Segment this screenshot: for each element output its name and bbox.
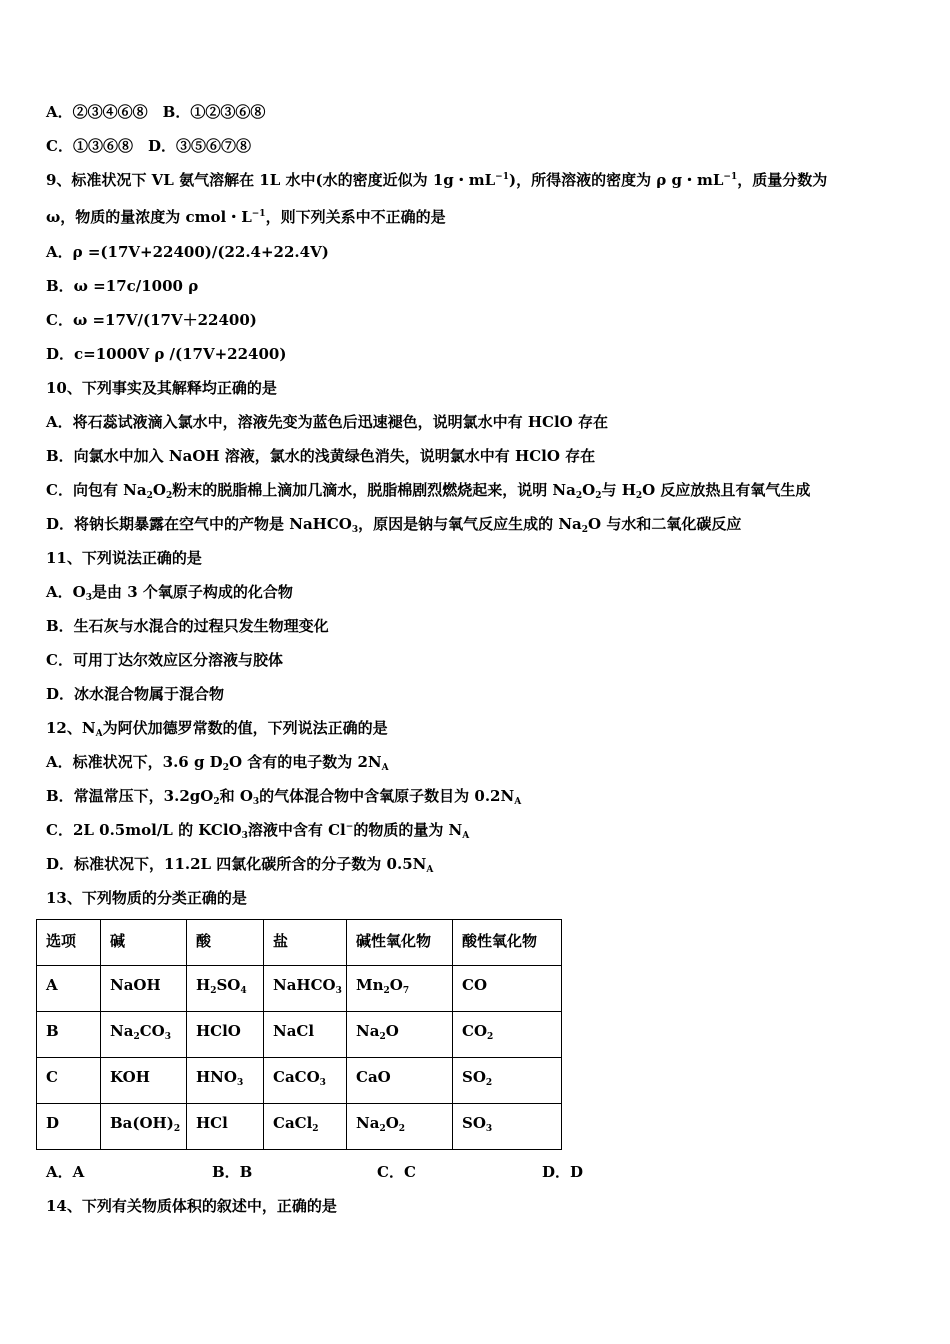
question-13-answer-a: A．A [46, 1163, 85, 1181]
table-row [37, 1012, 562, 1058]
question-12-option-a: A．标准状况下，3.6 g $D_2O$ 含有的电子数为 $2N_A$ [46, 753, 389, 773]
table-cell: $HNO_3$ [187, 1058, 264, 1104]
table-cell: NaCl [264, 1012, 347, 1058]
question-8-options-ab: A．②③④⑥⑧ B．①②③⑥⑧ [46, 103, 266, 121]
question-12-stem: 12、$N_A$为阿伏加德罗常数的值，下列说法正确的是 [46, 719, 388, 739]
table-header-cell: 盐 [264, 920, 347, 966]
table-row [37, 1058, 562, 1104]
table-cell: C [37, 1058, 101, 1104]
table-cell: $Mn_2O_7$ [347, 966, 453, 1012]
question-9-option-a: A．ρ =(17V+22400)/(22.4+22.4V) [46, 243, 329, 261]
table-cell: D [37, 1104, 101, 1150]
question-9-stem: 9、标准状况下 VL 氨气溶解在 1L 水中(水的密度近似为 1g・$mL^{-1}$)，所得溶液的密度为 ρ g・$mL^{-1}$，质量分数为 [46, 171, 828, 189]
question-11-stem: 11、下列说法正确的是 [46, 549, 202, 567]
table-body [37, 966, 562, 1150]
question-9-option-d: D．c=1000V ρ /(17V+22400) [46, 345, 287, 363]
question-10-option-c: C．向包有 $Na_2O_2$粉末的脱脂棉上滴加几滴水，脱脂棉剧烈燃烧起来，说明 $Na_2O_2$与 $H_2O$ 反应放热且有氧气生成 [46, 481, 811, 501]
table-cell: $H_2SO_4$ [187, 966, 264, 1012]
table-cell: B [37, 1012, 101, 1058]
table-cell: $Na_2O$ [347, 1012, 453, 1058]
table-cell: $SO_3$ [453, 1104, 562, 1150]
question-13-answer-c: C．C [377, 1163, 416, 1181]
question-12-option-b: B．常温常压下，$3.2gO_2$和 $O_3$的气体混合物中含氧原子数目为 $0.2N_A$ [46, 787, 522, 807]
table-cell: $Ba(OH)_2$ [101, 1104, 187, 1150]
classification-table [36, 919, 562, 1150]
question-11-option-c: C．可用丁达尔效应区分溶液与胶体 [46, 651, 283, 669]
table-cell: KOH [101, 1058, 187, 1104]
question-11-option-b: B．生石灰与水混合的过程只发生物理变化 [46, 617, 329, 635]
table-cell: CO [453, 966, 562, 1012]
table-row [37, 1104, 562, 1150]
question-10-option-a: A．将石蕊试液滴入氯水中，溶液先变为蓝色后迅速褪色，说明氯水中有 HClO 存在 [46, 413, 608, 431]
table-cell: $CO_2$ [453, 1012, 562, 1058]
question-14-stem: 14、下列有关物质体积的叙述中，正确的是 [46, 1197, 337, 1215]
table-cell: HCl [187, 1104, 264, 1150]
table-header-cell: 碱 [101, 920, 187, 966]
question-10-option-d: D．将钠长期暴露在空气中的产物是 NaHCO$_3$，原因是钠与氧气反应生成的 $Na_2O$ 与水和二氧化碳反应 [46, 515, 742, 535]
question-12-option-d: D．标准状况下，11.2L 四氯化碳所含的分子数为 $0.5N_A$ [46, 855, 434, 875]
question-9-option-c: C．ω =17V/(17V＋22400) [46, 311, 257, 329]
question-9-option-b: B．ω =17c/1000 ρ [46, 277, 199, 295]
question-11-option-a: A．$O_3$是由 3 个氧原子构成的化合物 [46, 583, 293, 603]
table-header-row [37, 920, 562, 966]
table-cell: CaCl$_2$ [264, 1104, 347, 1150]
question-13-answer-d: D．D [542, 1163, 584, 1181]
table-cell: $Na_2CO_3$ [101, 1012, 187, 1058]
question-13-stem: 13、下列物质的分类正确的是 [46, 889, 247, 907]
table-cell: $SO_2$ [453, 1058, 562, 1104]
question-9-stem-line2: ω，物质的量浓度为 cmol・$L^{-1}$，则下列关系中不正确的是 [46, 208, 446, 226]
question-8-options-cd: C．①③⑥⑧ D．③⑤⑥⑦⑧ [46, 137, 251, 155]
table-cell: NaOH [101, 966, 187, 1012]
table-cell: HClO [187, 1012, 264, 1058]
table-header-cell: 选项 [37, 920, 101, 966]
question-10-option-b: B．向氯水中加入 NaOH 溶液，氯水的浅黄绿色消失，说明氯水中有 HClO 存在 [46, 447, 596, 465]
table-header-cell: 碱性氧化物 [347, 920, 453, 966]
question-11-option-d: D．冰水混合物属于混合物 [46, 685, 225, 703]
question-12-option-c: C．2L 0.5mol/L 的 KClO$_3$溶液中含有 Cl−的物质的量为 $N_A$ [46, 821, 470, 841]
table-cell: A [37, 966, 101, 1012]
table-row [37, 966, 562, 1012]
table-header-cell: 酸 [187, 920, 264, 966]
question-13-answer-b: B．B [212, 1163, 253, 1181]
table-cell: NaHCO$_3$ [264, 966, 347, 1012]
table-header-cell: 酸性氧化物 [453, 920, 562, 966]
table-cell: CaO [347, 1058, 453, 1104]
table-cell: CaCO$_3$ [264, 1058, 347, 1104]
table-cell: $Na_2O_2$ [347, 1104, 453, 1150]
question-10-stem: 10、下列事实及其解释均正确的是 [46, 379, 277, 397]
